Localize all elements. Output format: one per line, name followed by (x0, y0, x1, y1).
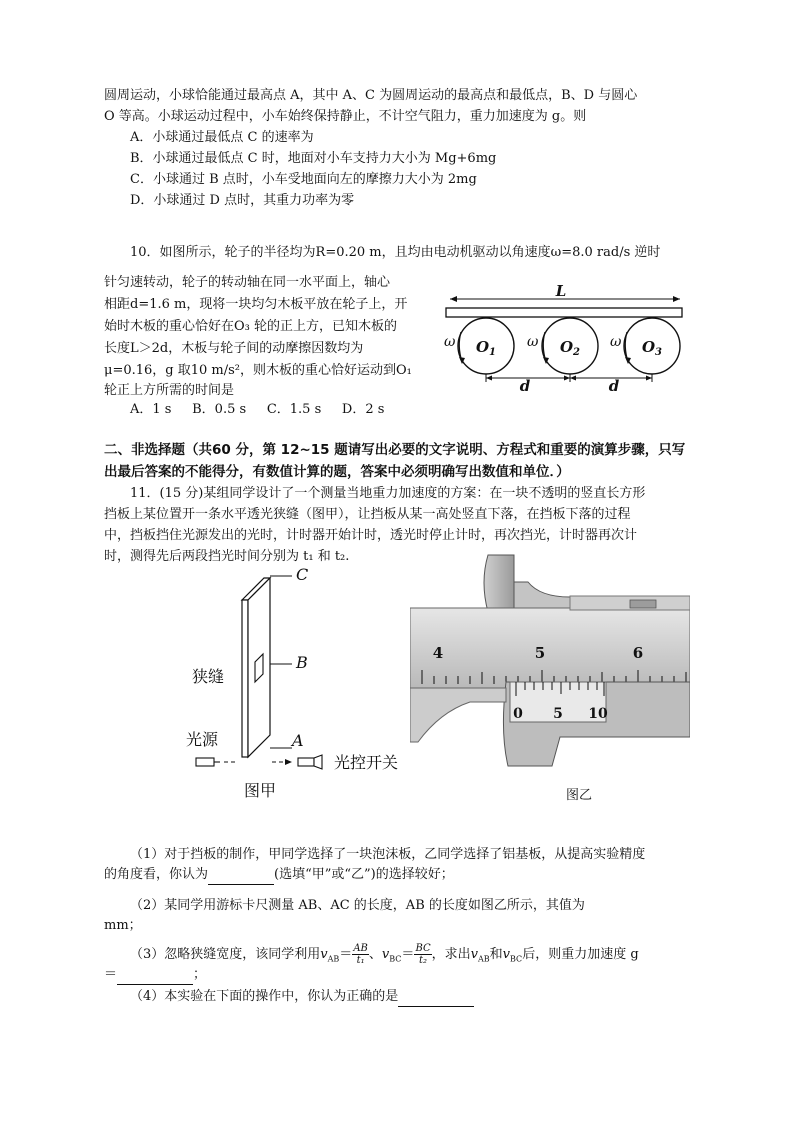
q11-sub2-line2: mm； (104, 918, 142, 933)
figure-jia (180, 560, 420, 805)
section2-heading-line1: 二、非选择题（共60 分，第 12~15 题请写出必要的文字说明、方程式和重要的演算步骤，只写 (104, 442, 686, 458)
answer-blank-1[interactable] (208, 870, 274, 885)
q9-option-b: B．小球通过最低点 C 时，地面对小车支持力大小为 Mg+6mg (130, 151, 497, 166)
q9-stem-line1: 圆周运动，小球恰能通过最高点 A，其中 A、C 为圆周运动的最高点和最低点，B、D 与圆心 (104, 88, 638, 103)
q10-line3: 相距d=1.6 m，现将一块均匀木板平放在轮子上，开 (104, 297, 408, 312)
figure-jia-caption: 图甲 (244, 781, 277, 800)
section2-heading-line2: 出最后答案的不能得分，有数值计算的题，答案中必须明确写出数值和单位．） (104, 464, 570, 480)
label-d2: d (608, 377, 620, 392)
svg-text:O2: $O_2$ (559, 338, 581, 358)
main-tick-4: 4 (432, 644, 444, 662)
switch-label: 光控开关 (334, 753, 399, 772)
q11-sub2-line1: （2）某同学用游标卡尺测量 AB、AC 的长度，AB 的长度如图乙所示，其值为 (130, 898, 585, 913)
fraction-bc-t2: $\frac{BC}{\text{t₂}}$ (415, 943, 431, 966)
fraction-ab-t1: $\frac{AB}{\text{t₁}}$ (353, 943, 368, 966)
q10-line6: μ=0.16，g 取10 m/s²，则木板的重心恰好运动到O₁ (104, 363, 412, 378)
omega-1: ω (444, 334, 456, 350)
label-C: C (296, 565, 309, 584)
label-B: B (296, 653, 308, 672)
label-A: A (292, 731, 304, 750)
q10-line2: 针匀速转动，轮子的转动轴在同一水平面上，轴心 (104, 275, 391, 290)
q9-stem-line2: O 等高。小球运动过程中，小车始终保持静止，不计空气阻力，重力加速度为 g。则 (104, 109, 587, 124)
q10-options: A．1 s B．0.5 s C．1.5 s D．2 s (130, 402, 385, 417)
omega-3: ω (610, 334, 622, 350)
q9-option-d: D．小球通过 D 点时，其重力功率为零 (130, 193, 355, 208)
q11-line3: 中，挡板挡住光源发出的光时，计时器开始计时，透光时停止计时，再次挡光，计时器再次计 (104, 528, 638, 543)
q9-option-c: C．小球通过 B 点时，小车受地面向左的摩擦力大小为 2mg (130, 172, 477, 187)
light-switch-icon (298, 758, 314, 766)
q11-sub1-line1: （1）对于挡板的制作，甲同学选择了一块泡沫板，乙同学选择了铝基板，从提高实验精度 (130, 847, 646, 862)
vernier-tick-5: 5 (553, 706, 563, 722)
label-L: L (555, 282, 567, 300)
q10-line1: 10．如图所示，轮子的半径均为R=0.20 m，且均由电动机驱动以角速度ω=8.0 rad/s 逆时 (130, 245, 661, 260)
figure-yi-caliper (410, 552, 690, 774)
vernier-tick-0: 0 (513, 706, 523, 722)
figure-yi-caption: 图乙 (566, 788, 593, 803)
svg-text:O1: $O_1$ (475, 338, 497, 358)
q10-line7: 轮正上方所需的时间是 (104, 383, 235, 398)
main-tick-5: 5 (534, 644, 546, 662)
light-source-icon (196, 758, 214, 766)
q11-line4: 时，测得先后两段挡光时间分别为 t₁ 和 t₂. (104, 549, 350, 564)
vernier-tick-10: 10 (588, 706, 608, 722)
q10-line4: 始时木板的重心恰好在O₃ 轮的正上方，已知木板的 (104, 319, 398, 334)
q11-sub3-line1: （3）忽略狭缝宽度，该同学利用$v_{AB}=$ $\frac{AB}{\text{t₁}}$ 、$v_{BC}=$ $\frac{BC}{\text{t₂}}$ ，求出$v_{AB}$和$v_{BC}$后，则重力加速度 g (130, 943, 639, 966)
q11-sub1-line2: 的角度看，你认为 (选填“甲”或“乙”)的选择较好； (104, 865, 454, 885)
svg-text:O3: $O_3$ (641, 338, 663, 358)
q11-sub4-line: （4）本实验在下面的操作中，你认为正确的是 (130, 987, 474, 1007)
wheels-board-figure (430, 282, 692, 392)
answer-blank-4[interactable] (398, 992, 474, 1007)
q9-option-a: A．小球通过最低点 C 的速率为 (130, 130, 314, 145)
answer-blank-g[interactable] (117, 970, 193, 985)
omega-2: ω (527, 334, 539, 350)
slit-label: 狭缝 (192, 667, 225, 686)
label-d1: d (519, 377, 531, 392)
q11-sub3-line2: ＝ ； (104, 965, 206, 985)
q11-line2: 挡板上某位置开一条水平透光狭缝（图甲），让挡板从某一高处竖直下落，在挡板下落的过程 (104, 507, 631, 522)
q11-line1: 11．(15 分)某组同学设计了一个测量当地重力加速度的方案：在一块不透明的竖直长方形 (130, 486, 646, 501)
light-source-label: 光源 (186, 730, 219, 749)
main-tick-6: 6 (632, 644, 644, 662)
q10-line5: 长度L＞2d，木板与轮子间的动摩擦因数均为 (104, 341, 364, 356)
